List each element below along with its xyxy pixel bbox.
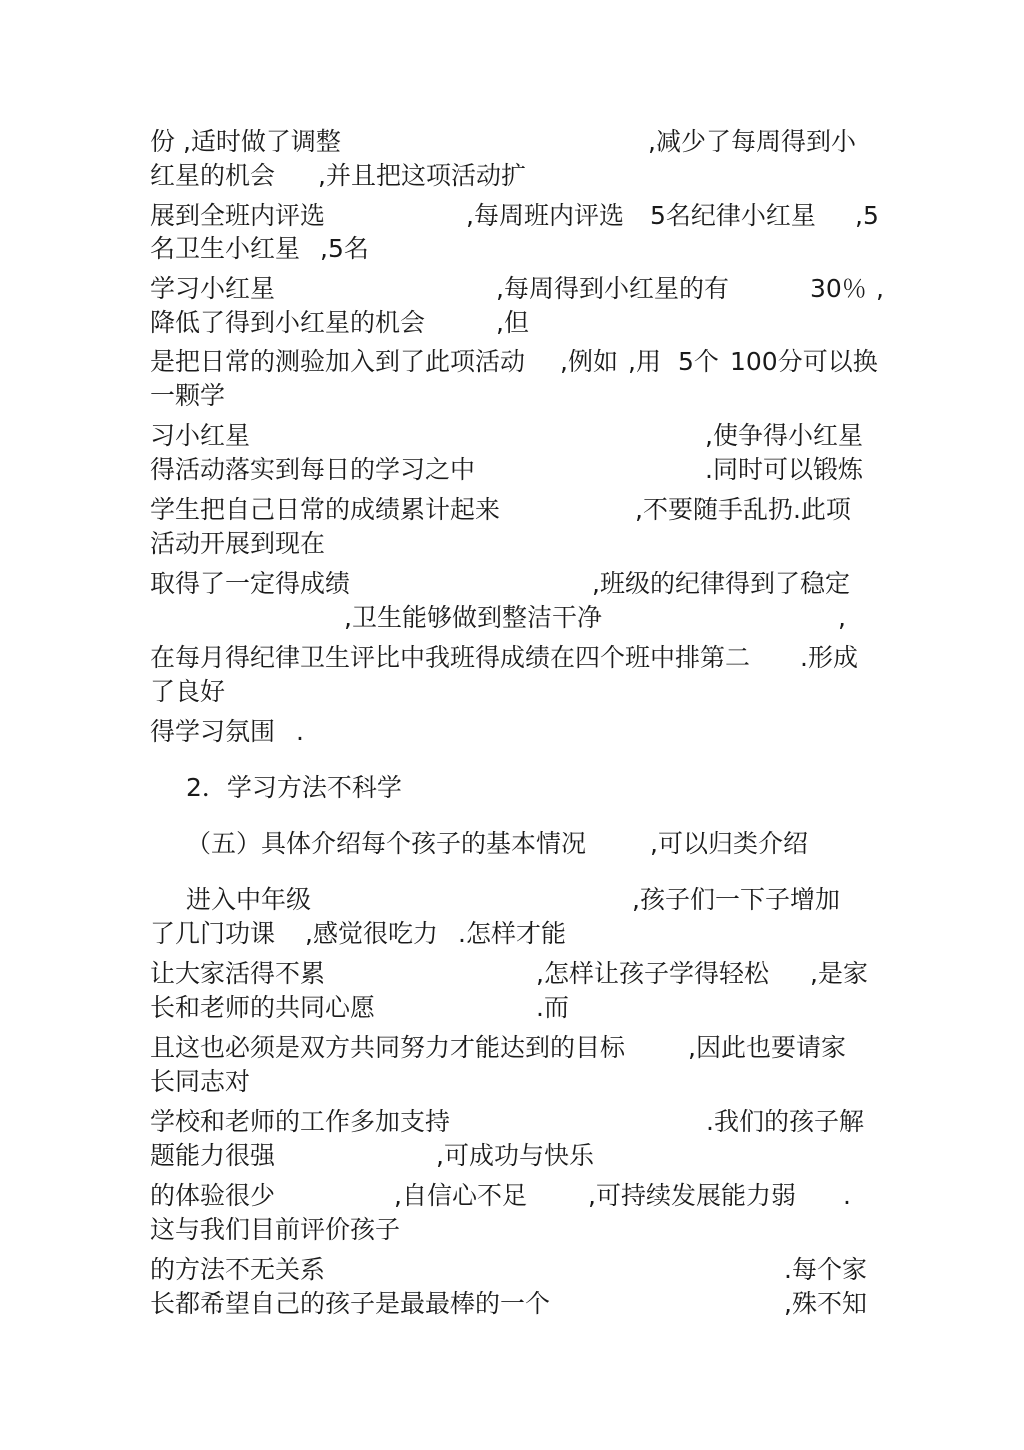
section-heading bbox=[186, 772, 402, 804]
text-line bbox=[150, 958, 325, 990]
text-segment: ,不要随手乱扔.此项 bbox=[635, 495, 851, 524]
text-segment: 2．学习方法不科学 bbox=[186, 773, 402, 802]
text-line bbox=[843, 1180, 851, 1212]
text-segment: 一颗学 bbox=[150, 381, 226, 410]
text-segment: .同时可以锻炼 bbox=[705, 455, 863, 484]
text-line bbox=[150, 200, 325, 232]
text-segment: ,感觉很吃力 bbox=[305, 919, 438, 948]
text-segment: 长同志对 bbox=[150, 1067, 251, 1096]
text-line bbox=[150, 1254, 325, 1286]
text-line bbox=[150, 494, 500, 526]
text-line bbox=[150, 1214, 400, 1246]
text-line bbox=[838, 602, 846, 634]
text-line bbox=[800, 642, 858, 674]
text-segment: , bbox=[838, 603, 846, 632]
text-line bbox=[496, 307, 529, 339]
text-segment: 习小红星 bbox=[150, 421, 251, 450]
text-segment: ,减少了每周得到小 bbox=[648, 127, 856, 156]
text-line bbox=[150, 918, 275, 950]
text-line bbox=[150, 1140, 275, 1172]
text-segment: 得活动落实到每日的学习之中 bbox=[150, 455, 476, 484]
text-segment: ,用 bbox=[628, 347, 661, 376]
text-line bbox=[496, 273, 729, 305]
text-segment: 取得了一定得成绩 bbox=[150, 569, 351, 598]
text-line bbox=[150, 273, 275, 305]
text-segment: 展到全班内评选 bbox=[150, 201, 326, 230]
text-line bbox=[344, 602, 602, 634]
text-line bbox=[150, 1180, 275, 1212]
text-line bbox=[784, 1288, 867, 1320]
text-line bbox=[876, 273, 884, 305]
text-line bbox=[394, 1180, 527, 1212]
text-segment: 了几门功课 bbox=[150, 919, 276, 948]
text-line bbox=[150, 380, 225, 412]
text-line bbox=[150, 676, 225, 708]
text-line bbox=[150, 642, 750, 674]
text-line bbox=[705, 454, 863, 486]
text-segment: 30％ bbox=[810, 274, 867, 303]
text-line bbox=[688, 1032, 846, 1064]
text-line bbox=[150, 346, 525, 378]
text-line bbox=[436, 1140, 594, 1172]
text-segment: ,卫生能够做到整洁干净 bbox=[344, 603, 602, 632]
text-line bbox=[150, 992, 375, 1024]
text-line bbox=[730, 346, 878, 378]
text-line bbox=[150, 1066, 250, 1098]
text-segment: ,殊不知 bbox=[784, 1289, 867, 1318]
text-line bbox=[648, 126, 856, 158]
text-segment: 长都希望自己的孩子是最最棒的一个 bbox=[150, 1289, 551, 1318]
text-segment: ,可以归类介绍 bbox=[650, 829, 808, 858]
text-line bbox=[150, 716, 275, 748]
text-segment: ,5名 bbox=[320, 234, 369, 263]
text-segment: 份 ,适时做了调整 bbox=[150, 127, 341, 156]
text-line bbox=[650, 828, 808, 860]
text-line bbox=[466, 200, 624, 232]
text-segment: 降低了得到小红星的机会 bbox=[150, 308, 426, 337]
text-segment: 5名纪律小红星 bbox=[650, 201, 816, 230]
text-segment: .我们的孩子解 bbox=[706, 1107, 864, 1136]
text-line bbox=[150, 1288, 550, 1320]
text-segment: 进入中年级 bbox=[186, 885, 312, 914]
text-line bbox=[150, 1032, 625, 1064]
text-line bbox=[855, 200, 879, 232]
text-segment: 名卫生小红星 bbox=[150, 234, 301, 263]
text-line bbox=[458, 918, 566, 950]
text-segment: 了良好 bbox=[150, 677, 226, 706]
text-line bbox=[536, 958, 769, 990]
text-line bbox=[536, 992, 569, 1024]
text-segment: ,每周得到小红星的有 bbox=[496, 274, 729, 303]
text-line bbox=[560, 346, 618, 378]
text-segment: 学生把自己日常的成绩累计起来 bbox=[150, 495, 501, 524]
text-line bbox=[150, 528, 325, 560]
text-segment: . bbox=[843, 1181, 851, 1210]
text-segment: ,是家 bbox=[810, 959, 868, 988]
text-line bbox=[150, 160, 275, 192]
text-segment: 学习小红星 bbox=[150, 274, 276, 303]
text-line bbox=[150, 454, 475, 486]
text-segment: 5个 bbox=[678, 347, 719, 376]
text-line bbox=[150, 568, 350, 600]
text-segment: ,孩子们一下子增加 bbox=[632, 885, 840, 914]
text-segment: 红星的机会 bbox=[150, 161, 276, 190]
text-segment: .每个家 bbox=[784, 1255, 867, 1284]
text-line bbox=[150, 126, 341, 158]
section-heading bbox=[186, 828, 586, 860]
text-segment: , bbox=[876, 274, 884, 303]
text-line bbox=[810, 273, 867, 305]
text-segment: 让大家活得不累 bbox=[150, 959, 326, 988]
text-segment: 活动开展到现在 bbox=[150, 529, 326, 558]
text-line bbox=[706, 1106, 864, 1138]
text-segment: 且这也必须是双方共同努力才能达到的目标 bbox=[150, 1033, 626, 1062]
text-line bbox=[320, 233, 369, 265]
text-line bbox=[810, 958, 868, 990]
text-segment: 是把日常的测验加入到了此项活动 bbox=[150, 347, 526, 376]
text-line bbox=[296, 716, 304, 748]
text-line bbox=[592, 568, 850, 600]
text-line bbox=[784, 1254, 867, 1286]
text-segment: 题能力很强 bbox=[150, 1141, 276, 1170]
text-segment: （五）具体介绍每个孩子的基本情况 bbox=[186, 829, 587, 858]
text-segment: 的方法不无关系 bbox=[150, 1255, 326, 1284]
text-line bbox=[150, 1106, 450, 1138]
text-segment: 在每月得纪律卫生评比中我班得成绩在四个班中排第二 bbox=[150, 643, 751, 672]
text-segment: ,怎样让孩子学得轻松 bbox=[536, 959, 769, 988]
text-line bbox=[635, 494, 851, 526]
text-segment: 得学习氛围 bbox=[150, 717, 276, 746]
text-line bbox=[632, 884, 840, 916]
text-line bbox=[705, 420, 863, 452]
text-line bbox=[628, 346, 661, 378]
text-segment: ,自信心不足 bbox=[394, 1181, 527, 1210]
text-segment: ,但 bbox=[496, 308, 529, 337]
text-segment: . bbox=[296, 717, 304, 746]
text-line bbox=[150, 233, 300, 265]
text-line bbox=[650, 200, 816, 232]
text-segment: ,可持续发展能力弱 bbox=[588, 1181, 796, 1210]
text-segment: ,因此也要请家 bbox=[688, 1033, 846, 1062]
text-segment: .形成 bbox=[800, 643, 858, 672]
text-segment: ,使争得小红星 bbox=[705, 421, 863, 450]
text-line bbox=[678, 346, 719, 378]
text-line bbox=[588, 1180, 796, 1212]
text-segment: .而 bbox=[536, 993, 569, 1022]
text-segment: ,每周班内评选 bbox=[466, 201, 624, 230]
text-line bbox=[186, 884, 311, 916]
text-segment: 学校和老师的工作多加支持 bbox=[150, 1107, 451, 1136]
text-segment: .怎样才能 bbox=[458, 919, 566, 948]
text-segment: ,例如 bbox=[560, 347, 618, 376]
text-line bbox=[150, 420, 250, 452]
text-segment: ,班级的纪律得到了稳定 bbox=[592, 569, 850, 598]
text-segment: ,5 bbox=[855, 201, 879, 230]
text-segment: ,并且把这项活动扩 bbox=[318, 161, 526, 190]
text-segment: 长和老师的共同心愿 bbox=[150, 993, 376, 1022]
text-line bbox=[150, 307, 425, 339]
text-line bbox=[305, 918, 438, 950]
text-segment: 这与我们目前评价孩子 bbox=[150, 1215, 401, 1244]
text-line bbox=[318, 160, 526, 192]
text-segment: 的体验很少 bbox=[150, 1181, 276, 1210]
text-segment: ,可成功与快乐 bbox=[436, 1141, 594, 1170]
text-segment: 100分可以换 bbox=[730, 347, 878, 376]
